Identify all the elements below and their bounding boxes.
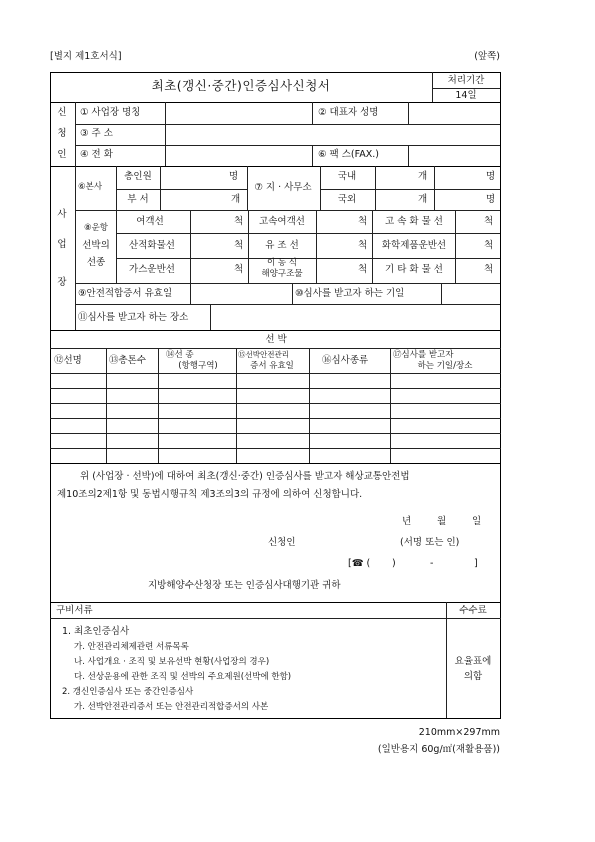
phone-label: ④ 전 화	[80, 149, 113, 160]
cert-validity-label: ⑨안전적합증서 유효일	[78, 288, 173, 299]
vessel-col-cert: ⑮선박안전관리	[238, 350, 289, 359]
paper-size: 210mm×297mm	[418, 727, 500, 738]
vessel-col-audit-place: 하는 기일/장소	[417, 361, 473, 371]
vessel-section-title: 선 박	[265, 334, 287, 345]
page-side: (앞쪽)	[474, 51, 500, 62]
domestic-unit-1: 개	[418, 171, 428, 182]
applicant-name-field[interactable]	[310, 532, 395, 548]
type-mobile-2: 해양구조물	[261, 269, 303, 279]
fee-value-1: 요율표에	[454, 656, 492, 667]
business-section-1: 사	[57, 209, 67, 220]
overseas-unit-2: 명	[486, 194, 496, 205]
date-year: 년	[402, 516, 412, 527]
fee-label: 수수료	[459, 605, 487, 616]
cert-validity-field[interactable]	[191, 284, 291, 303]
domestic-unit-2: 명	[486, 171, 496, 182]
ship-type-label-2: 선박의	[82, 240, 110, 251]
type-fast-cargo: 고 속 화 물 선	[385, 216, 443, 227]
tel-open: [☎ (	[348, 558, 371, 569]
form-number: [별지 제1호서식]	[50, 51, 122, 62]
type-chemical: 화학제품운반선	[381, 240, 447, 251]
vessel-col-tonnage: ⑬총톤수	[109, 355, 147, 366]
unit-ship: 척	[234, 216, 244, 227]
unit-ship: 척	[358, 240, 368, 251]
vessel-col-cert-date: 증서 유효일	[250, 361, 294, 371]
unit-ship: 척	[234, 264, 244, 275]
dept-unit: 개	[231, 194, 241, 205]
audit-date-field[interactable]	[442, 284, 499, 303]
doc-item-1b: 나. 사업개요 · 조직 및 보유선박 현황(사업장의 경우)	[74, 657, 270, 667]
unit-ship: 척	[484, 264, 494, 275]
business-section-3: 장	[57, 277, 67, 288]
processing-value: 14일	[455, 90, 477, 101]
signature-label: (서명 또는 인)	[400, 537, 460, 548]
documents-label: 구비서류	[56, 605, 93, 616]
type-tanker: 유 조 선	[265, 240, 299, 251]
ship-type-label-1: ⑧운항	[83, 223, 109, 233]
date-month: 월	[437, 516, 447, 527]
doc-item-2a: 가. 선박안전관리증서 또는 안전관리적합증서의 사본	[74, 702, 269, 712]
vessel-col-name: ⑫선명	[54, 355, 82, 366]
date-day: 일	[472, 516, 482, 527]
applicant-section-2: 청	[57, 128, 67, 139]
audit-place-label: ⑪심사를 받고자 하는 장소	[78, 312, 189, 323]
form-title: 최초(갱신·중간)인증심사신청서	[151, 78, 331, 93]
processing-label: 처리기간	[447, 75, 485, 86]
type-gas: 가스운반선	[129, 264, 175, 275]
fee-value-2: 의함	[463, 671, 483, 682]
doc-item-1c: 다. 선상운용에 관한 조직 및 선박의 주요제원(선박에 한함)	[74, 672, 292, 682]
unit-ship: 척	[234, 240, 244, 251]
vessel-col-audit-when: ⑰심사를 받고자	[393, 350, 454, 360]
staff-unit: 명	[229, 171, 239, 182]
unit-ship: 척	[358, 216, 368, 227]
applicant-section-3: 인	[57, 149, 67, 160]
type-bulk: 산적화물선	[129, 240, 175, 251]
branch-label: ⑦ 지 · 사무소	[254, 182, 312, 193]
representative-field[interactable]	[409, 103, 499, 123]
type-mobile-1: 이 동 식	[266, 258, 298, 268]
unit-ship: 척	[484, 240, 494, 251]
declaration-line-1: 위 (사업장 · 선박)에 대하여 최초(갱신·중간) 인증심사를 받고자 해상교통안전법	[80, 471, 410, 482]
applicant-section-1: 신	[57, 107, 67, 118]
doc-item-2: 2. 갱신인증심사 또는 중간인증심사	[62, 687, 194, 697]
type-fast-passenger: 고속여객선	[259, 216, 305, 227]
audit-place-field[interactable]	[211, 305, 499, 329]
type-passenger: 여객선	[136, 216, 164, 227]
vessel-col-area: (항행구역)	[178, 361, 218, 371]
doc-item-1: 1. 최초인증심사	[62, 626, 130, 637]
hq-label: ⑥본사	[78, 182, 103, 192]
vessel-table-body[interactable]	[51, 374, 500, 462]
overseas-unit-1: 개	[418, 194, 428, 205]
domestic-label: 국내	[337, 171, 357, 182]
overseas-label: 국외	[337, 194, 357, 205]
addressee: 지방해양수산청장 또는 인증심사대행기관 귀하	[148, 580, 341, 591]
company-name-label: ① 사업장 명칭	[80, 107, 141, 118]
company-name-field[interactable]	[166, 103, 311, 123]
tel-dash: -	[430, 558, 434, 569]
address-field[interactable]	[166, 125, 499, 144]
address-label: ③ 주 소	[80, 128, 113, 139]
business-section-2: 업	[57, 239, 67, 250]
phone-field[interactable]	[166, 146, 311, 165]
fax-field[interactable]	[409, 146, 499, 165]
doc-item-1a: 가. 안전관리체제관련 서류목록	[74, 642, 189, 652]
dept-label: 부 서	[127, 194, 149, 205]
unit-ship: 척	[484, 216, 494, 227]
representative-label: ② 대표자 성명	[318, 107, 379, 118]
audit-date-label: ⑩심사를 받고자 하는 기일	[295, 288, 405, 299]
applicant-label: 신청인	[268, 537, 296, 548]
type-other-cargo: 기 타 화 물 선	[385, 264, 443, 275]
fax-label: ⑥ 팩 스(FAX.)	[318, 149, 379, 160]
tel-close: )	[392, 558, 396, 569]
staff-label: 총인원	[124, 171, 152, 182]
unit-ship: 척	[358, 264, 368, 275]
vessel-col-type: ⑭선 종	[166, 350, 194, 360]
vessel-col-audit-type: ⑯심사종류	[322, 355, 369, 366]
tel-end: ]	[474, 558, 478, 569]
ship-type-label-3: 선종	[86, 257, 106, 268]
paper-type: (일반용지 60g/㎡(재활용품))	[377, 744, 500, 755]
declaration-line-2: 제10조의2제1항 및 동법시행규칙 제3조의3의 규정에 의하여 신청합니다.	[57, 489, 363, 500]
